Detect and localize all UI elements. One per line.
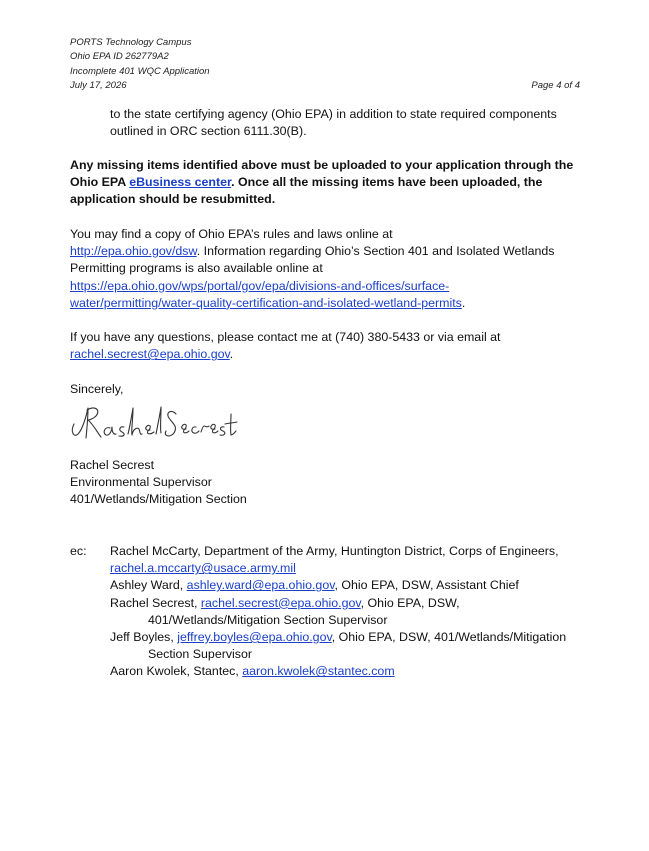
contact-line [70, 346, 570, 363]
notice-text: Ohio EPA [70, 175, 130, 190]
closing: Sincerely, [70, 382, 124, 396]
header-date: July 17, 2026 [70, 80, 127, 92]
ec-text: , Ohio EPA, DSW, Assistant Chief [334, 578, 519, 593]
ec-recipient-list [110, 543, 580, 681]
header-epa-id: Ohio EPA ID 262779A2 [70, 51, 169, 63]
ec-text: Aaron Kwolek, Stantec, [110, 664, 243, 679]
rules-text: . Information regarding Ohio’s Section 401 and Isolated Wetlands [196, 244, 555, 259]
ec-recipient [110, 577, 580, 594]
header-subject: Incomplete 401 WQC Application [70, 65, 210, 77]
contact-text: . [229, 347, 234, 362]
dsw-website-link[interactable]: http://epa.ohio.gov/dsw [70, 244, 197, 259]
ebusiness-center-link[interactable]: eBusiness center [129, 175, 232, 190]
ec-recipient: Rachel McCarty, Department of the Army, Huntington District, Corps of Engineers, [110, 544, 559, 558]
continuation-paragraph [110, 106, 570, 140]
ec-text: Jeff Boyles, [110, 630, 178, 645]
notice-line [70, 174, 570, 191]
contact-email-link[interactable]: rachel.secrest@epa.ohio.gov [70, 347, 230, 362]
rules-line [70, 278, 570, 295]
mccarty-email-link[interactable]: rachel.a.mccarty@usace.army.mil [110, 561, 296, 576]
ec-label: ec: [70, 544, 87, 558]
page-header [70, 36, 580, 94]
signer-name: Rachel Secrest [70, 458, 155, 472]
ec-text: Rachel Secrest, [110, 595, 201, 610]
header-project: PORTS Technology Campus [70, 37, 192, 48]
ec-recipient-continuation: Section Supervisor [148, 647, 252, 662]
continuation-line: to the state certifying agency (Ohio EPA) in addition to state required components [110, 107, 557, 121]
rules-line [70, 295, 570, 312]
ec-recipient [110, 595, 580, 612]
notice-line: application should be resubmitted. [70, 192, 276, 207]
ec-recipient [110, 629, 580, 646]
ec-text: , Ohio EPA, DSW, [360, 595, 460, 610]
ec-text: , Ohio EPA, DSW, 401/Wetlands/Mitigation [331, 630, 567, 645]
signer-title: Environmental Supervisor [70, 475, 212, 490]
ec-recipient [110, 663, 580, 680]
ec-recipient-continuation: 401/Wetlands/Mitigation Section Supervisor [148, 612, 388, 627]
ward-email-link[interactable]: ashley.ward@epa.ohio.gov [186, 578, 335, 593]
boyles-email-link[interactable]: jeffrey.boyles@epa.ohio.gov [177, 630, 332, 645]
page-number: Page 4 of 4 [531, 80, 580, 91]
contact-paragraph [70, 329, 570, 363]
wetland-permits-link-cont[interactable]: water/permitting/water-quality-certification-and-isolated-wetland-permits [70, 295, 462, 310]
continuation-line: outlined in ORC section 6111.30(B). [110, 124, 307, 139]
rules-line: You may find a copy of Ohio EPA’s rules and laws online at [70, 227, 393, 241]
wetland-permits-link[interactable]: https://epa.ohio.gov/wps/portal/gov/epa/divisions-and-offices/surface- [70, 278, 450, 293]
ec-text: Ashley Ward, [110, 578, 187, 593]
rules-line: Permitting programs is also available online at [70, 261, 323, 276]
notice-line: Any missing items identified above must be uploaded to your application through the [70, 158, 574, 172]
signature-image [68, 402, 238, 444]
signer-block [70, 457, 570, 509]
signer-section: 401/Wetlands/Mitigation Section [70, 492, 247, 507]
ec-recipient [110, 560, 580, 577]
kwolek-email-link[interactable]: aaron.kwolek@stantec.com [242, 664, 395, 679]
notice-text: . Once all the missing items have been uploaded, the [231, 175, 543, 190]
rules-line [70, 243, 570, 260]
missing-items-notice [70, 157, 574, 209]
rules-text: . [461, 295, 466, 310]
contact-line: If you have any questions, please contact me at (740) 380-5433 or via email at [70, 330, 501, 344]
secrest-email-link[interactable]: rachel.secrest@epa.ohio.gov [200, 595, 361, 610]
rules-paragraph [70, 226, 570, 312]
